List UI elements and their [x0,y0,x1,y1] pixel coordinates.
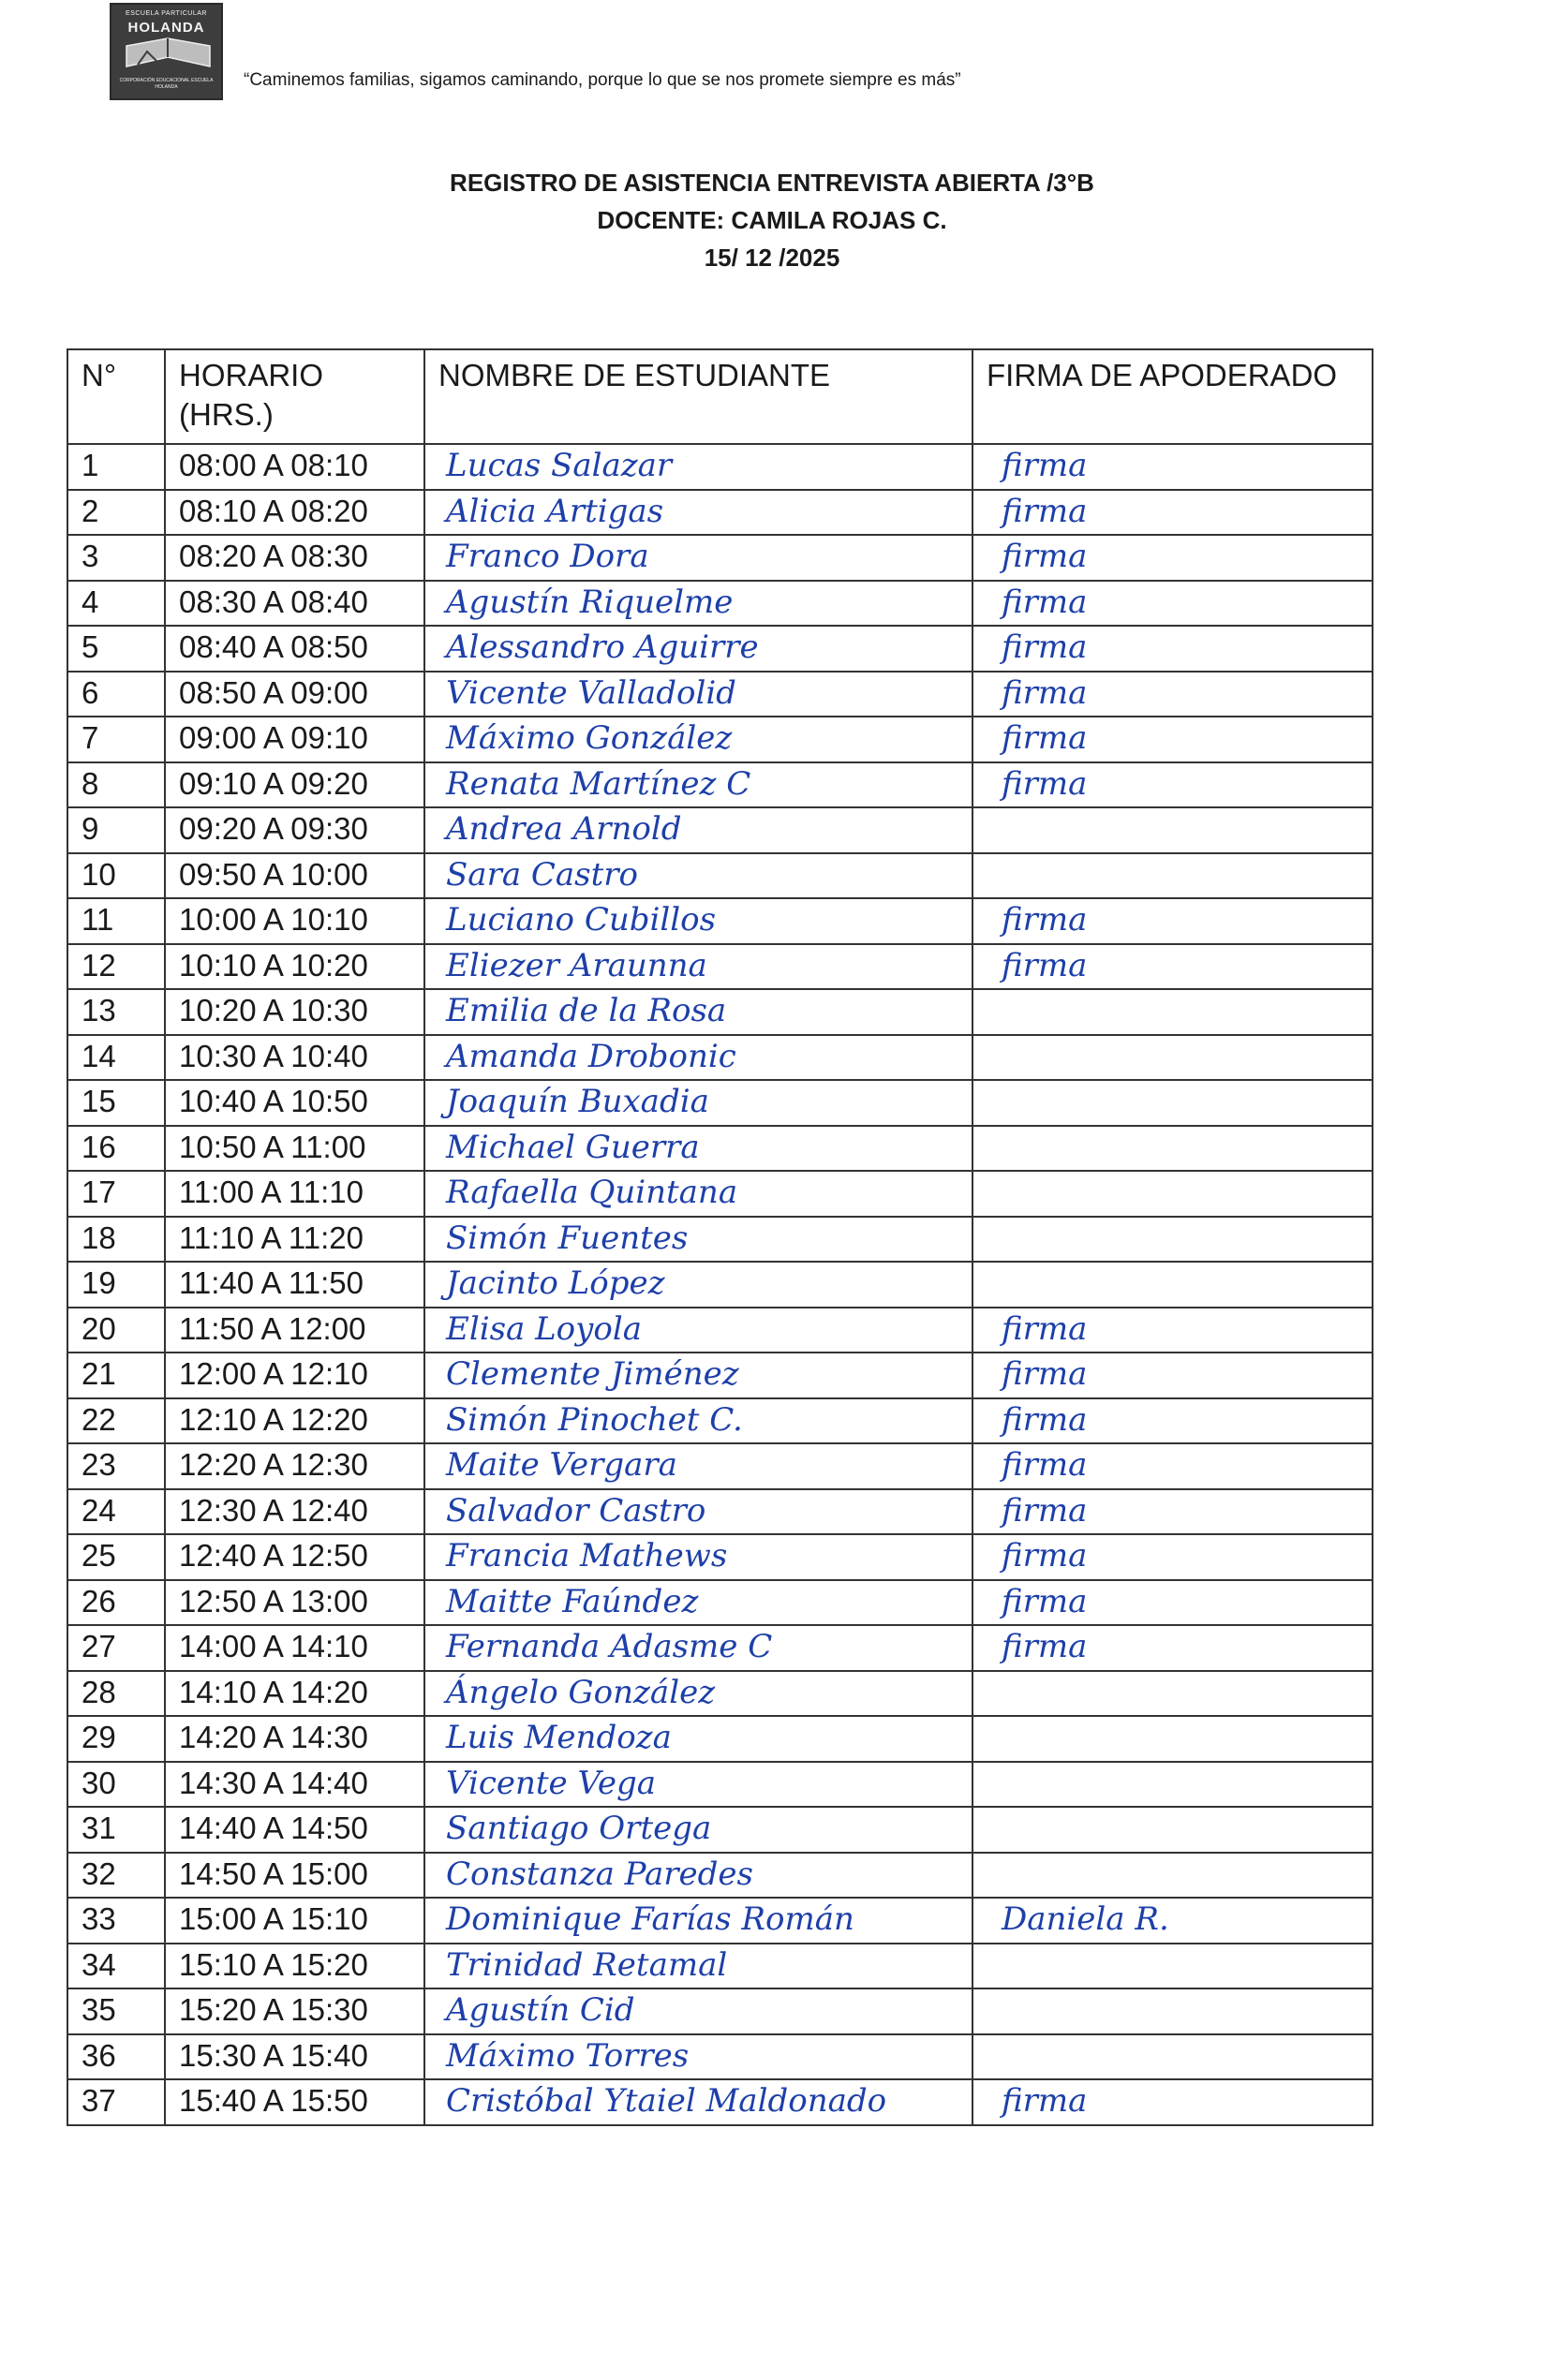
row-signature [972,1988,1373,2034]
row-student-name: Simón Fuentes [424,1217,972,1263]
header-schedule-label: HORARIO (HRS.) [179,358,324,432]
table-row [67,581,1373,627]
title-line: DOCENTE: CAMILA ROJAS C. [597,206,947,234]
table-row [67,762,1373,808]
row-schedule: 11:40 A 11:50 [165,1262,424,1308]
row-schedule: 14:00 A 14:10 [165,1625,424,1671]
table-row [67,1716,1373,1762]
row-student-name: Constanza Paredes [424,1853,972,1899]
row-schedule: 14:10 A 14:20 [165,1671,424,1717]
row-signature [972,1126,1373,1172]
row-number: 23 [67,1443,165,1489]
row-number: 24 [67,1489,165,1535]
table-row [67,2079,1373,2125]
row-schedule: 12:40 A 12:50 [165,1534,424,1580]
row-number: 33 [67,1898,165,1944]
row-schedule: 10:20 A 10:30 [165,989,424,1035]
row-schedule: 15:40 A 15:50 [165,2079,424,2125]
row-student-name: Luis Mendoza [424,1716,972,1762]
row-schedule: 12:10 A 12:20 [165,1398,424,1444]
table-row [67,853,1373,899]
row-schedule: 08:10 A 08:20 [165,490,424,536]
row-student-name: Amanda Drobonic [424,1035,972,1081]
table-row [67,1534,1373,1580]
row-student-name: Fernanda Adasme C [424,1625,972,1671]
row-number: 5 [67,626,165,672]
row-schedule: 10:10 A 10:20 [165,944,424,990]
row-number: 30 [67,1762,165,1808]
row-signature: firma [972,1489,1373,1535]
table-row [67,1353,1373,1398]
header-schedule [165,349,424,444]
row-student-name: Agustín Cid [424,1988,972,2034]
row-signature: Daniela R. [972,1898,1373,1944]
row-student-name: Maitte Faúndez [424,1580,972,1626]
row-number: 14 [67,1035,165,1081]
row-schedule: 08:20 A 08:30 [165,535,424,581]
table-row [67,1762,1373,1808]
table-row [67,444,1373,490]
row-schedule: 09:10 A 09:20 [165,762,424,808]
row-signature [972,989,1373,1035]
row-signature [972,1853,1373,1899]
table-row [67,1988,1373,2034]
table-row [67,1126,1373,1172]
row-number: 10 [67,853,165,899]
logo-subtext: CORPORACIÓN EDUCACIONAL ESCUELA HOLANDA [119,78,214,90]
row-signature [972,1716,1373,1762]
row-student-name: Elisa Loyola [424,1308,972,1353]
row-signature: firma [972,898,1373,944]
title-line: 15/ 12 /2025 [704,244,840,272]
row-signature: firma [972,1398,1373,1444]
row-schedule: 14:30 A 14:40 [165,1762,424,1808]
row-student-name: Dominique Farías Román [424,1898,972,1944]
row-number: 12 [67,944,165,990]
row-number: 27 [67,1625,165,1671]
row-schedule: 12:50 A 13:00 [165,1580,424,1626]
row-schedule: 12:20 A 12:30 [165,1443,424,1489]
row-signature: firma [972,490,1373,536]
row-student-name: Jacinto López [424,1262,972,1308]
table-row [67,1944,1373,1989]
row-number: 34 [67,1944,165,1989]
row-signature [972,1262,1373,1308]
table-row [67,1853,1373,1899]
table-row [67,1398,1373,1444]
row-schedule: 09:00 A 09:10 [165,717,424,762]
row-signature: firma [972,1580,1373,1626]
row-student-name: Salvador Castro [424,1489,972,1535]
row-schedule: 09:50 A 10:00 [165,853,424,899]
attendance-table [67,348,1373,2126]
page-title [0,164,1544,276]
row-number: 18 [67,1217,165,1263]
row-signature [972,1080,1373,1126]
row-signature: firma [972,2079,1373,2125]
table-row [67,1443,1373,1489]
table-row [67,1308,1373,1353]
row-number: 16 [67,1126,165,1172]
row-student-name: Joaquín Buxadia [424,1080,972,1126]
table-row [67,1580,1373,1626]
row-student-name: Luciano Cubillos [424,898,972,944]
row-student-name: Simón Pinochet C. [424,1398,972,1444]
row-number: 3 [67,535,165,581]
row-schedule: 11:10 A 11:20 [165,1217,424,1263]
row-schedule: 14:40 A 14:50 [165,1807,424,1853]
row-number: 31 [67,1807,165,1853]
table-row [67,1171,1373,1217]
table-row [67,807,1373,853]
row-student-name: Agustín Riquelme [424,581,972,627]
row-signature: firma [972,762,1373,808]
row-schedule: 10:50 A 11:00 [165,1126,424,1172]
table-row [67,898,1373,944]
row-signature [972,1671,1373,1717]
row-number: 32 [67,1853,165,1899]
row-signature: firma [972,1353,1373,1398]
row-signature [972,1217,1373,1263]
row-number: 21 [67,1353,165,1398]
table-row [67,1625,1373,1671]
row-student-name: Lucas Salazar [424,444,972,490]
row-schedule: 11:50 A 12:00 [165,1308,424,1353]
row-signature [972,1762,1373,1808]
row-schedule: 10:30 A 10:40 [165,1035,424,1081]
row-signature: firma [972,1625,1373,1671]
row-number: 22 [67,1398,165,1444]
table-row [67,1489,1373,1535]
row-number: 1 [67,444,165,490]
row-schedule: 08:30 A 08:40 [165,581,424,627]
row-signature [972,1944,1373,1989]
table-row [67,672,1373,717]
logo-name: HOLANDA [127,20,205,36]
row-student-name: Alicia Artigas [424,490,972,536]
row-signature: firma [972,1443,1373,1489]
row-student-name: Andrea Arnold [424,807,972,853]
row-signature [972,1171,1373,1217]
table-row [67,490,1373,536]
row-student-name: Renata Martínez C [424,762,972,808]
row-schedule: 08:00 A 08:10 [165,444,424,490]
row-schedule: 14:20 A 14:30 [165,1716,424,1762]
school-logo [110,3,223,100]
row-number: 11 [67,898,165,944]
row-number: 26 [67,1580,165,1626]
row-signature [972,853,1373,899]
row-student-name: Ángelo González [424,1671,972,1717]
row-number: 6 [67,672,165,717]
row-number: 8 [67,762,165,808]
row-student-name: Emilia de la Rosa [424,989,972,1035]
row-signature [972,2034,1373,2080]
logo-top-text: ESCUELA PARTICULAR [126,10,207,17]
row-student-name: Máximo Torres [424,2034,972,2080]
header-guardian-signature: FIRMA DE APODERADO [972,349,1373,444]
row-schedule: 15:20 A 15:30 [165,1988,424,2034]
table-row [67,2034,1373,2080]
row-number: 29 [67,1716,165,1762]
row-number: 37 [67,2079,165,2125]
table-row [67,989,1373,1035]
row-number: 20 [67,1308,165,1353]
row-student-name: Francia Mathews [424,1534,972,1580]
row-student-name: Vicente Vega [424,1762,972,1808]
row-schedule: 15:10 A 15:20 [165,1944,424,1989]
table-row [67,535,1373,581]
table-row [67,1035,1373,1081]
row-schedule: 09:20 A 09:30 [165,807,424,853]
row-student-name: Rafaella Quintana [424,1171,972,1217]
row-student-name: Eliezer Araunna [424,944,972,990]
row-student-name: Maite Vergara [424,1443,972,1489]
row-signature: firma [972,672,1373,717]
row-student-name: Máximo González [424,717,972,762]
table-row [67,1671,1373,1717]
row-student-name: Alessandro Aguirre [424,626,972,672]
row-number: 4 [67,581,165,627]
open-book-icon [119,37,217,74]
row-student-name: Vicente Valladolid [424,672,972,717]
table-row [67,1217,1373,1263]
row-number: 19 [67,1262,165,1308]
header-number: N° [67,349,165,444]
row-schedule: 08:50 A 09:00 [165,672,424,717]
row-student-name: Michael Guerra [424,1126,972,1172]
row-signature: firma [972,1308,1373,1353]
row-signature: firma [972,626,1373,672]
row-student-name: Franco Dora [424,535,972,581]
row-signature: firma [972,535,1373,581]
table-row [67,1080,1373,1126]
table-row [67,1807,1373,1853]
row-schedule: 10:00 A 10:10 [165,898,424,944]
row-signature [972,1035,1373,1081]
row-schedule: 08:40 A 08:50 [165,626,424,672]
row-number: 28 [67,1671,165,1717]
row-schedule: 11:00 A 11:10 [165,1171,424,1217]
title-line: REGISTRO DE ASISTENCIA ENTREVISTA ABIERTA /3°B [450,169,1094,197]
motto: “Caminemos familias, sigamos caminando, porque lo que se nos promete siempre es más” [244,70,961,90]
row-signature: firma [972,444,1373,490]
row-number: 7 [67,717,165,762]
row-signature: firma [972,717,1373,762]
row-signature: firma [972,944,1373,990]
row-student-name: Clemente Jiménez [424,1353,972,1398]
row-student-name: Sara Castro [424,853,972,899]
row-schedule: 15:30 A 15:40 [165,2034,424,2080]
header-student-name: NOMBRE DE ESTUDIANTE [424,349,972,444]
table-row [67,1262,1373,1308]
row-schedule: 12:30 A 12:40 [165,1489,424,1535]
row-number: 15 [67,1080,165,1126]
row-student-name: Cristóbal Ytaiel Maldonado [424,2079,972,2125]
row-signature: firma [972,581,1373,627]
row-student-name: Trinidad Retamal [424,1944,972,1989]
table-row [67,717,1373,762]
row-number: 36 [67,2034,165,2080]
table-header-row [67,349,1373,444]
table-row [67,626,1373,672]
row-signature: firma [972,1534,1373,1580]
row-student-name: Santiago Ortega [424,1807,972,1853]
row-number: 17 [67,1171,165,1217]
row-number: 9 [67,807,165,853]
row-schedule: 14:50 A 15:00 [165,1853,424,1899]
table-row [67,944,1373,990]
row-number: 35 [67,1988,165,2034]
row-signature [972,1807,1373,1853]
row-number: 25 [67,1534,165,1580]
row-schedule: 12:00 A 12:10 [165,1353,424,1398]
row-signature [972,807,1373,853]
row-number: 2 [67,490,165,536]
table-row [67,1898,1373,1944]
row-number: 13 [67,989,165,1035]
row-schedule: 15:00 A 15:10 [165,1898,424,1944]
row-schedule: 10:40 A 10:50 [165,1080,424,1126]
